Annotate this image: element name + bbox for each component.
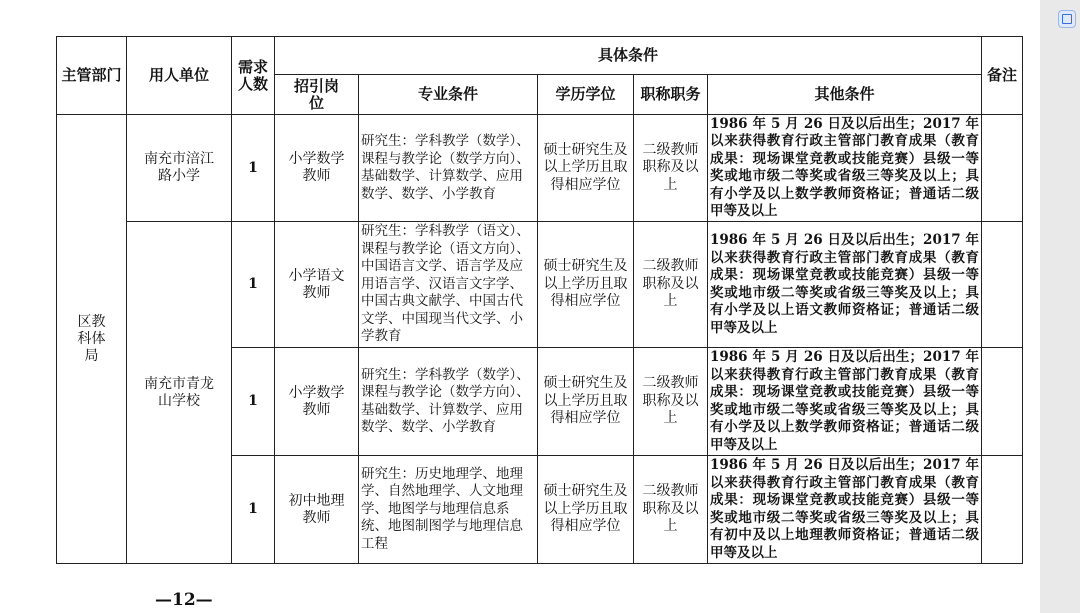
remarks-cell <box>982 456 1023 564</box>
major-cell: 研究生：学科教学（数学）、课程与教学论（数学方向）、基础数学、计算数学、应用数学、数学、小学教育 <box>359 348 538 456</box>
employer-cell: 南充市涪江路小学 <box>127 115 232 222</box>
education-cell: 硕士研究生及以上学历且取得相应学位 <box>538 115 634 222</box>
count-cell: 1 <box>232 222 275 348</box>
header-conditions: 具体条件 <box>275 37 982 75</box>
employer-cell: 南充市青龙山学校 <box>127 222 232 564</box>
header-other: 其他条件 <box>708 75 982 115</box>
major-cell: 研究生：学科教学（数学）、课程与教学论（数学方向）、基础数学、计算数学、应用数学、数学、小学教育 <box>359 115 538 222</box>
header-dept: 主管部门 <box>57 37 127 115</box>
position-cell: 初中地理教师 <box>275 456 359 564</box>
count-cell: 1 <box>232 115 275 222</box>
count-cell: 1 <box>232 456 275 564</box>
education-cell: 硕士研究生及以上学历且取得相应学位 <box>538 348 634 456</box>
count-cell: 1 <box>232 348 275 456</box>
table-row <box>57 222 1023 348</box>
header-major: 专业条件 <box>359 75 538 115</box>
header-position: 招引岗位 <box>275 75 359 115</box>
other-conditions-cell: 1986 年 5 月 26 日及以后出生；2017 年以来获得教育行政主管部门教育成果（教育成果：现场课堂竞教或技能竞赛）县级一等奖或地市级二等奖或省级三等奖及以上；具有小学及以上数学教师资格证；普通话二级甲等及以上 <box>708 115 982 222</box>
education-cell: 硕士研究生及以上学历且取得相应学位 <box>538 222 634 348</box>
title-cell: 二级教师职称及以上 <box>634 222 708 348</box>
header-title: 职称职务 <box>634 75 708 115</box>
document-tool-icon[interactable] <box>1058 10 1076 28</box>
page-number: —12— <box>155 590 213 610</box>
header-employer: 用人单位 <box>127 37 232 115</box>
remarks-cell <box>982 115 1023 222</box>
other-conditions-cell: 1986 年 5 月 26 日及以后出生；2017 年以来获得教育行政主管部门教育成果（教育成果：现场课堂竞教或技能竞赛）县级一等奖或地市级二等奖或省级三等奖及以上；具有初中及以上地理教师资格证；普通话二级甲等及以上 <box>708 456 982 564</box>
other-conditions-cell: 1986 年 5 月 26 日及以后出生；2017 年以来获得教育行政主管部门教育成果（教育成果：现场课堂竞教或技能竞赛）县级一等奖或地市级二等奖或省级三等奖及以上；具有小学及以上语文教师资格证；普通话二级甲等及以上 <box>708 222 982 348</box>
position-cell: 小学数学教师 <box>275 115 359 222</box>
title-cell: 二级教师职称及以上 <box>634 115 708 222</box>
title-cell: 二级教师职称及以上 <box>634 348 708 456</box>
header-education: 学历学位 <box>538 75 634 115</box>
recruitment-table <box>56 36 1023 564</box>
education-cell: 硕士研究生及以上学历且取得相应学位 <box>538 456 634 564</box>
other-conditions-cell: 1986 年 5 月 26 日及以后出生；2017 年以来获得教育行政主管部门教育成果（教育成果：现场课堂竞教或技能竞赛）县级一等奖或地市级二等奖或省级三等奖及以上；具有小学及以上数学教师资格证；普通话二级甲等及以上 <box>708 348 982 456</box>
major-cell: 研究生：学科教学（语文）、课程与教学论（语文方向）、中国语言文学、语言学及应用语言学、汉语言文字学、中国古典文献学、中国古代文学、中国现当代文学、小学教育 <box>359 222 538 348</box>
title-cell: 二级教师职称及以上 <box>634 456 708 564</box>
header-row-1 <box>57 37 1023 75</box>
dept-cell: 区教科体局 <box>57 115 127 564</box>
position-cell: 小学语文教师 <box>275 222 359 348</box>
major-cell: 研究生：历史地理学、地理学、自然地理学、人文地理学、地图学与地理信息系统、地图制图学与地理信息工程 <box>359 456 538 564</box>
remarks-cell <box>982 348 1023 456</box>
header-count: 需求人数 <box>232 37 275 115</box>
position-cell: 小学数学教师 <box>275 348 359 456</box>
header-remarks: 备注 <box>982 37 1023 115</box>
table-row <box>57 115 1023 222</box>
remarks-cell <box>982 222 1023 348</box>
